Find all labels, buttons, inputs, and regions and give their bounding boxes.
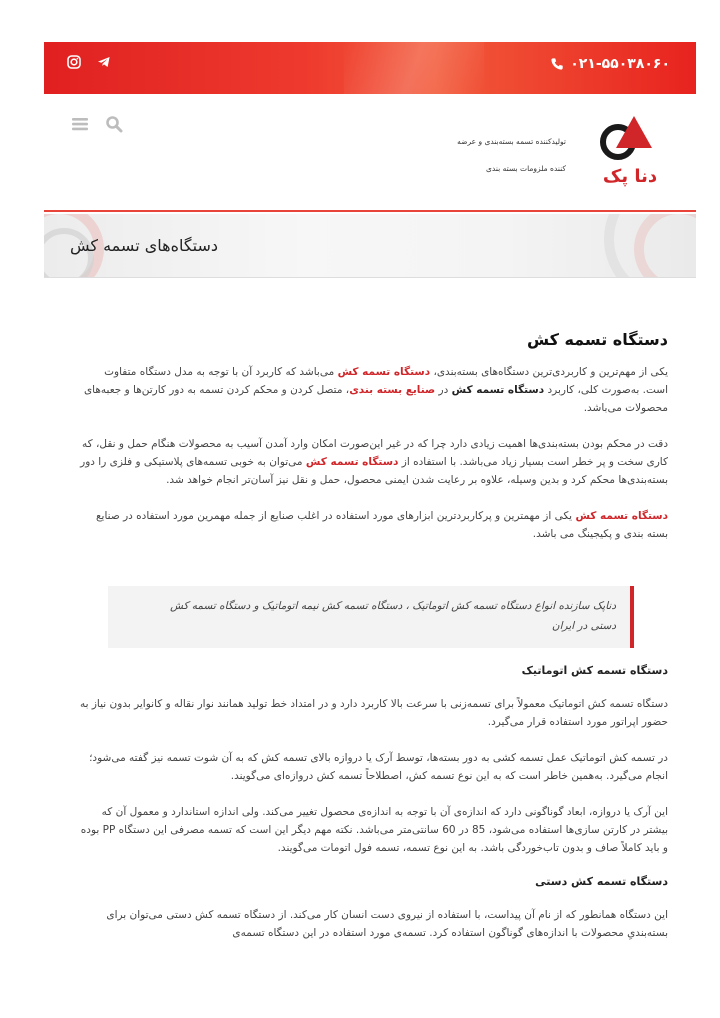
site-header xyxy=(44,94,696,212)
paragraph-2 xyxy=(78,435,668,489)
paragraph-7: این دستگاه همانطور که از نام آن پیداست، با استفاده از نیروی دست انسان کار می‌کند. از دستگاه تسمه کش دستی می‌توان برای بسته‌بندیِ محصولات با اندازه‌های گوناگون استفاده کرد. تسمه‌ی مورد استفاده در این دستگاه تسمه‌ی xyxy=(106,909,668,939)
top-bar xyxy=(44,42,696,94)
p1-text-d: ، متصل کردن و محکم کردن تسمه به دور کارتن‌ها و جعبه‌های محصولات می‌باشد. xyxy=(83,384,668,414)
phone-contact[interactable] xyxy=(550,56,670,72)
paragraph-1 xyxy=(78,363,668,417)
strapping-machine-link-3[interactable]: دستگاه تسمه کش xyxy=(575,510,668,522)
p1-text-c: در xyxy=(435,384,452,396)
telegram-icon[interactable] xyxy=(96,54,112,70)
phone-icon xyxy=(550,57,564,71)
p1-text-a: یکی از مهم‌ترین و کاربردی‌ترین دستگاه‌های بسته‌بندی، xyxy=(430,366,668,378)
tagline-line-1: تولیدکننده تسمه بسته‌بندی و عرضه xyxy=(457,137,566,146)
strapping-machine-link[interactable]: دستگاه تسمه کش xyxy=(337,366,431,378)
paragraph-3 xyxy=(78,507,668,543)
strapping-machine-link-2[interactable]: دستگاه تسمه کش xyxy=(305,456,399,468)
page-title: دستگاه‌های تسمه کش xyxy=(70,236,219,255)
page-title-banner xyxy=(44,214,696,278)
top-bar-sheen xyxy=(344,42,484,94)
tagline-line-2: کننده ملزومات بسته بندی xyxy=(486,164,566,173)
p1-bold-term: دستگاه تسمه کش xyxy=(451,384,545,396)
blockquote: دناپک سازنده انواع دستگاه تسمه کش اتوماتیک ، دستگاه تسمه کش نیمه اتوماتیک و دستگاه تسمه کش دستی در ایران xyxy=(108,586,634,648)
p3-text-b: یکی از مهمترین و پرکاربردترین ابزارهای مورد استفاده در اغلب صنایع از جمله مهمرین مورد استفاده در صنایع بسته بندی و پکیجینگ می باشد. xyxy=(95,510,668,540)
site-logo[interactable] xyxy=(590,112,670,192)
section-heading-automatic: دستگاه تسمه کش اتوماتیک xyxy=(521,664,668,677)
header-actions xyxy=(70,114,124,134)
paragraph-5: در تسمه کش اتوماتیک عمل تسمه کشی به دور بسته‌ها، توسط آرک یا دروازه بالای تسمه کش که به آن شوت تسمه نیز گفته می‌شود؛ انجام می‌گیرد. به‌همین خاطر است که به این نوع تسمه کش، اصطلاحاً تسمه کش دروازه‌ای می‌گویند. xyxy=(89,752,668,782)
p2-text-b: می‌توان به خوبی تسمه‌های پلاستیکی و فلزی را دور بسته‌بندی‌ها محکم کرد و بدین وسیله، علاوه بر رعایت شدن ایمنی محصول، حمل و نقل نیز آسان‌تر انجام خواهد شد. xyxy=(80,456,668,486)
logo-text: دنا پک xyxy=(602,166,658,187)
page-frame xyxy=(44,42,696,948)
phone-number: ۰۲۱-۵۵۰۳۸۰۶۰ xyxy=(570,56,670,72)
paragraph-4: دستگاه تسمه کش اتوماتیک معمولاً برای تسمه‌زنی با سرعت بالا کاربرد دارد و در امتداد خط تولید همانند نوار نقاله و کانوایر بدون نیاز به حضور اپراتور مورد استفاده قرار می‌گیرد. xyxy=(79,698,668,728)
paragraph-6: این آرک یا دروازه، ابعاد گوناگونی دارد که اندازه‌ی آن با توجه به اندازه‌ی محصول تغییر می‌کند. ولی اندازه استاندارد و معمول آن که بیشتر در کارتن سازی‌ها استفاده می‌شود، 85 در 60 سانتی‌متر می‌باشد. نکته مهم دیگر این است که تسمه مصرفی این دستگاه PP بوده و باید کاملاً صاف و بدون تاب‌خوردگی باشد. به این نوع تسمه، تسمه فول اتومات می‌گویند. xyxy=(80,806,668,854)
packaging-industry-link[interactable]: صنایع بسته بندی xyxy=(349,384,436,396)
article-heading: دستگاه تسمه کش xyxy=(526,330,668,349)
section-heading-manual: دستگاه تسمه کش دستی xyxy=(535,875,668,888)
banner-decor-arc-4 xyxy=(634,214,696,278)
site-tagline xyxy=(426,128,566,182)
p1-text-b: می‌باشد که کاربرد آن با توجه به مدل دستگاه متفاوت است. به‌صورت کلی، کاربرد xyxy=(104,366,668,396)
article-content xyxy=(78,322,668,561)
instagram-icon[interactable] xyxy=(66,54,82,70)
social-links xyxy=(66,54,112,70)
p2-text-a: دقت در محکم بودن بسته‌بندی‌ها اهمیت زیادی دارد چرا که در غیر این‌صورت امکان وارد آمدن آسیب به محصولات هنگام حمل و نقل، که کاری سخت و پر خطر است بسیار زیاد می‌باشد. با استفاده از xyxy=(82,438,668,468)
search-icon[interactable] xyxy=(104,114,124,134)
menu-icon[interactable] xyxy=(70,114,90,134)
article-content-2 xyxy=(78,664,668,948)
